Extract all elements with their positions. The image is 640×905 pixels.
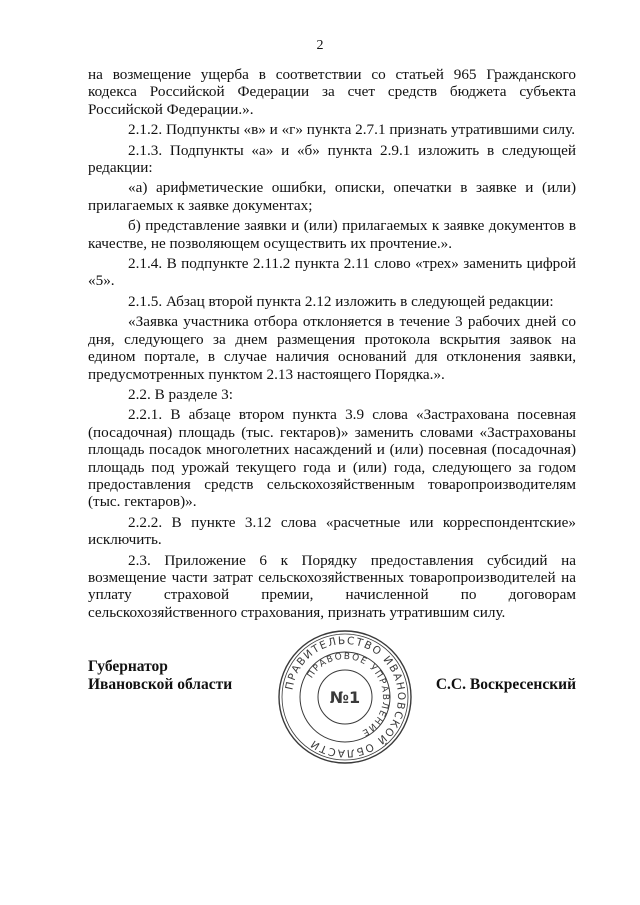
paragraph-1: на возмещение ущерба в соответствии со статьей 965 Гражданского кодекса Российской Федерации за счет средств бюджета субъекта Российской Федерации.». (88, 66, 576, 118)
seal-center-number: №1 (329, 688, 361, 707)
signature-block (88, 658, 576, 694)
paragraph-10: 2.2.1. В абзаце втором пункта 3.9 слова «Застрахована посевная (посадочная) площадь (тыс. гектаров)» заменить словами «Застрахованы площадь посадок многолетних насаждений и (или) посевная (посадочная) площадь под урожай текущего года и (или) года, следующего за годом предоставления средств сельскохозяйственным товаропроизводителям (тыс. гектаров)». (88, 406, 576, 511)
document-body (88, 66, 576, 624)
signature-name: С.С. Воскресенский (435, 676, 576, 693)
seal-outer-text: ПРАВИТЕЛЬСТВО ИВАНОВСКОЙ ОБЛАСТИ (283, 634, 408, 760)
official-seal-stamp (275, 627, 415, 767)
paragraph-6: 2.1.4. В подпункте 2.11.2 пункта 2.11 слово «трех» заменить цифрой «5». (88, 255, 576, 290)
paragraph-9: 2.2. В разделе 3: (128, 385, 233, 403)
signature-title-line1: Губернатор (88, 658, 168, 675)
seal-inner-text: ПРАВОВОЕ УПРАВЛЕНИЕ (305, 651, 391, 738)
paragraph-5: б) представление заявки и (или) прилагаемых к заявке документов в качестве, не позволяющем осуществить их прочтение.». (88, 217, 576, 252)
paragraph-4: «а) арифметические ошибки, описки, опечатки в заявке и (или) прилагаемых к заявке документах; (88, 179, 576, 214)
paragraph-7: 2.1.5. Абзац второй пункта 2.12 изложить в следующей редакции: (128, 292, 554, 310)
paragraph-3: 2.1.3. Подпункты «а» и «б» пункта 2.9.1 изложить в следующей редакции: (88, 141, 576, 177)
seal-graphic (275, 627, 415, 767)
paragraph-2: 2.1.2. Подпункты «в» и «г» пункта 2.7.1 признать утратившими силу. (128, 121, 575, 139)
signature-title-line2: Ивановской области (88, 676, 233, 693)
paragraph-8: «Заявка участника отбора отклоняется в течение 3 рабочих дней со дня, следующего за днем размещения протокола вскрытия заявок на едином портале, в случае наличия оснований для отклонения заявки, предусмотренных пунктом 2.13 настоящего Порядка.». (88, 313, 576, 383)
paragraph-12: 2.3. Приложение 6 к Порядку предоставления субсидий на возмещение части затрат сельскохозяйственных товаропроизводителей на уплату страховой премии, начисленной по договорам сельскохозяйственного страхования, признать утратившим силу. (88, 551, 576, 621)
paragraph-11: 2.2.2. В пункте 3.12 слова «расчетные или корреспондентские» исключить. (88, 513, 576, 549)
page-number: 2 (316, 38, 324, 53)
